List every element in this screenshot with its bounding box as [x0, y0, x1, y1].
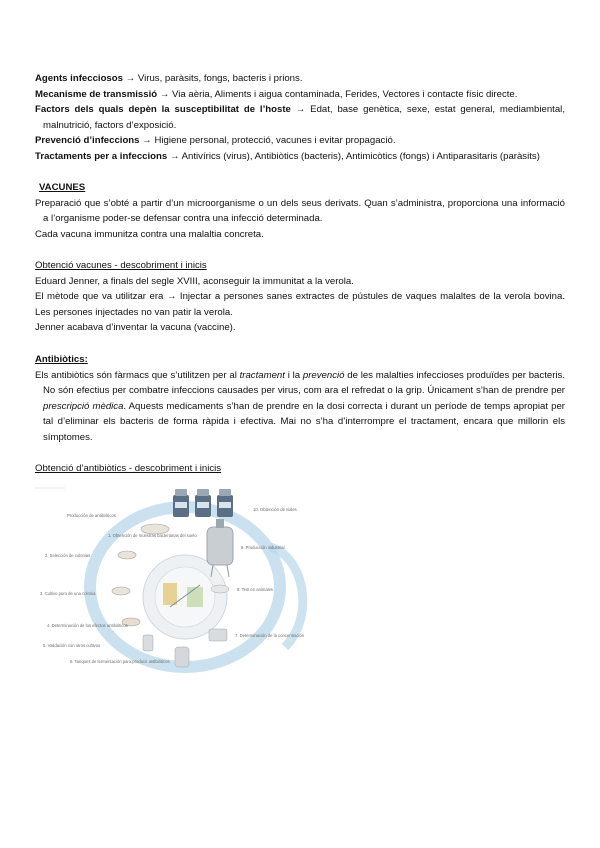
intro-line-agents: Agents infecciosos → Virus, paràsits, fongs, bacteris i prions. — [35, 73, 303, 84]
obtencio-vacunes-paragraph-2: El mètode que va utilitzar era → Injectar a persones sanes extractes de pústules de vaques malaltes de la verola bovina. Les persones injectades no van patir la verola. — [35, 291, 565, 318]
vacunes-paragraph-1: Preparació que s’obté a partir d’un microorganisme o un dels seus derivats. Quan s’administra, proporciona una informació a l’organisme poder-se defensar contra una infecció determinada. — [35, 197, 565, 225]
figure-title: Producción de antibióticos — [67, 513, 116, 518]
intro-block — [35, 71, 565, 165]
intro-line-transmission: Mecanisme de transmissió → Via aèria, Aliments i aigua contaminada, Ferides, Vectores i contacte físic directe. — [35, 88, 518, 100]
intro-line-treatments: Tractaments per a infeccions → Antivírics (virus), Antibiòtics (bacteris), Antimicòtics (fongs) i Antiparasitaris (paràsits) — [35, 150, 540, 162]
vacunes-heading: VACUNES — [39, 182, 86, 193]
antibiotics-heading: Antibiòtics: — [35, 354, 88, 365]
antibiotics-section — [35, 352, 565, 446]
figure-label-10: 10. Obtención de viales — [253, 507, 297, 512]
intro-line-prevention: Prevenció d’infeccions → Higiene personal, protecció, vacunes i evitar propagació. — [35, 135, 396, 147]
figure-label-8: 8. Test en animales — [237, 587, 274, 592]
figure-label-2: 2. Selección de colonias — [45, 553, 91, 558]
obtencio-vacunes-section — [35, 258, 565, 336]
vacunes-section — [35, 180, 565, 242]
figure-label-7: 7. Determinación de la concentración — [235, 633, 305, 638]
antibiotic-production-figure — [35, 487, 365, 677]
figure-label-4: 4. Determinación de los efectos antibióticos — [47, 623, 128, 628]
antibiotics-paragraph: Els antibiòtics són fàrmacs que s’utilitzen per al tractament i la prevenció de les malalties infeccioses produïdes per bacteris. No són efectius per combatre infeccions causades per virus, com ara el refredat o la grip. Únicament s’han de prendre per prescripció mèdica. Aquests medicaments s’han de prendre en la dosi correcta i durant un període de temps apropiat per tal d’eliminar els bacteris de forma ràpida i efectiva. Mai no s’ha d’interrompre el tractament, encara que millorin els símptomes. — [35, 369, 565, 443]
figure-label-1: 1. Obtención de muestras bacterianas del suelo — [108, 533, 197, 538]
antibiotic-production-diagram — [35, 487, 365, 677]
obtencio-vacunes-heading: Obtenció vacunes - descobriment i inicis — [35, 260, 207, 271]
vials-illustration — [173, 489, 233, 517]
figure-label-6: 6. Tanques de fermentación para producir antibióticos — [70, 659, 170, 664]
obtencio-antibiotics-heading: Obtenció d’antibiòtics - descobriment i inicis — [35, 463, 222, 474]
vacunes-paragraph-2: Cada vacuna immunitza contra una malaltia concreta. — [35, 228, 264, 240]
figure-label-5: 5. Validación con otros cultivos — [43, 643, 101, 648]
figure-label-3: 3. Cultivo puro de una colonia — [40, 591, 96, 596]
obtencio-antibiotics-section — [35, 461, 565, 477]
figure-label-9: 9. Producción industrial — [241, 545, 285, 550]
obtencio-vacunes-paragraph-1: Eduard Jenner, a finals del segle XVIII, aconseguir la immunitat a la verola. — [35, 275, 354, 287]
intro-line-susceptibility: Factors dels quals depèn la susceptibilitat de l’hoste → Edat, base genètica, sexe, estat general, mediambiental, malnutrició, factors d’exposició. — [35, 104, 565, 131]
obtencio-vacunes-paragraph-3: Jenner acabava d’inventar la vacuna (vaccine). — [35, 322, 236, 334]
